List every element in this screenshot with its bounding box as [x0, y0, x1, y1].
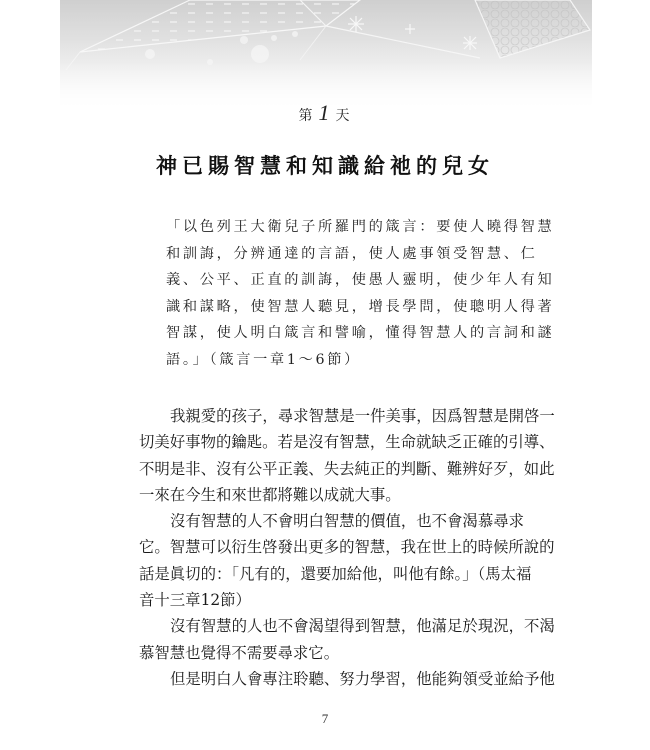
paragraph-line: 一來在今生和來世都將難以成就大事。	[139, 485, 401, 504]
scripture-line: 智謀，使人明白箴言和譬喻，懂得智慧人的言詞和謎	[166, 325, 555, 342]
paragraph	[139, 403, 555, 508]
paragraph-line: 沒有智慧的人不會明白智慧的價值，也不會渴慕尋求	[170, 512, 524, 531]
day-suffix: 天	[335, 108, 352, 124]
paragraph-line: 不明是非、沒有公平正義、失去純正的判斷、難辨好歹，如此	[139, 459, 555, 478]
paragraph	[139, 666, 555, 692]
paragraph	[139, 613, 555, 666]
star-map-illustration-icon	[60, 0, 592, 112]
scripture-quote	[166, 214, 555, 374]
scripture-line: 和訓誨，分辨通達的言語，使人處事領受智慧、仁	[166, 245, 538, 262]
paragraph-line: 它。智慧可以衍生啓發出更多的智慧，我在世上的時候所說的	[139, 538, 555, 557]
header-decorative-art	[60, 0, 592, 112]
paragraph-line: 音十三章12節）	[139, 591, 251, 610]
paragraph-line: 但是明白人會專注聆聽、努力學習，他能夠領受並給予他	[170, 669, 555, 688]
paragraph-line: 沒有智慧的人也不會渴望得到智慧，他滿足於現況，不渴	[170, 617, 555, 636]
day-heading	[0, 100, 650, 126]
paragraph-line: 我親愛的孩子，尋求智慧是一件美事，因爲智慧是開啓一	[170, 407, 555, 425]
paragraph	[139, 508, 555, 613]
day-prefix: 第	[298, 108, 315, 124]
page-number: 7	[321, 711, 329, 726]
scripture-line: 識和謀略，使智慧人聽見，增長學問，使聰明人得著	[166, 298, 555, 315]
scripture-line: 義、公平、正直的訓誨，使愚人靈明，使少年人有知	[166, 272, 555, 289]
paragraph-line: 慕智慧也覺得不需要尋求它。	[139, 643, 340, 662]
paragraph-line: 切美好事物的鑰匙。若是沒有智慧，生命就缺乏正確的引導、	[139, 433, 555, 452]
scripture-line: 「以色列王大衛兒子所羅門的箴言：要使人曉得智慧	[166, 219, 555, 235]
day-number: 1	[318, 100, 332, 125]
chapter-title: 神已賜智慧和知識給祂的兒女	[156, 153, 494, 178]
paragraph-line: 話是眞切的：「凡有的，還要加給他，叫他有餘。」（馬太福	[139, 564, 532, 583]
body-text	[139, 403, 555, 692]
scripture-line: 語。」（箴言一章1～6節）	[166, 351, 362, 368]
